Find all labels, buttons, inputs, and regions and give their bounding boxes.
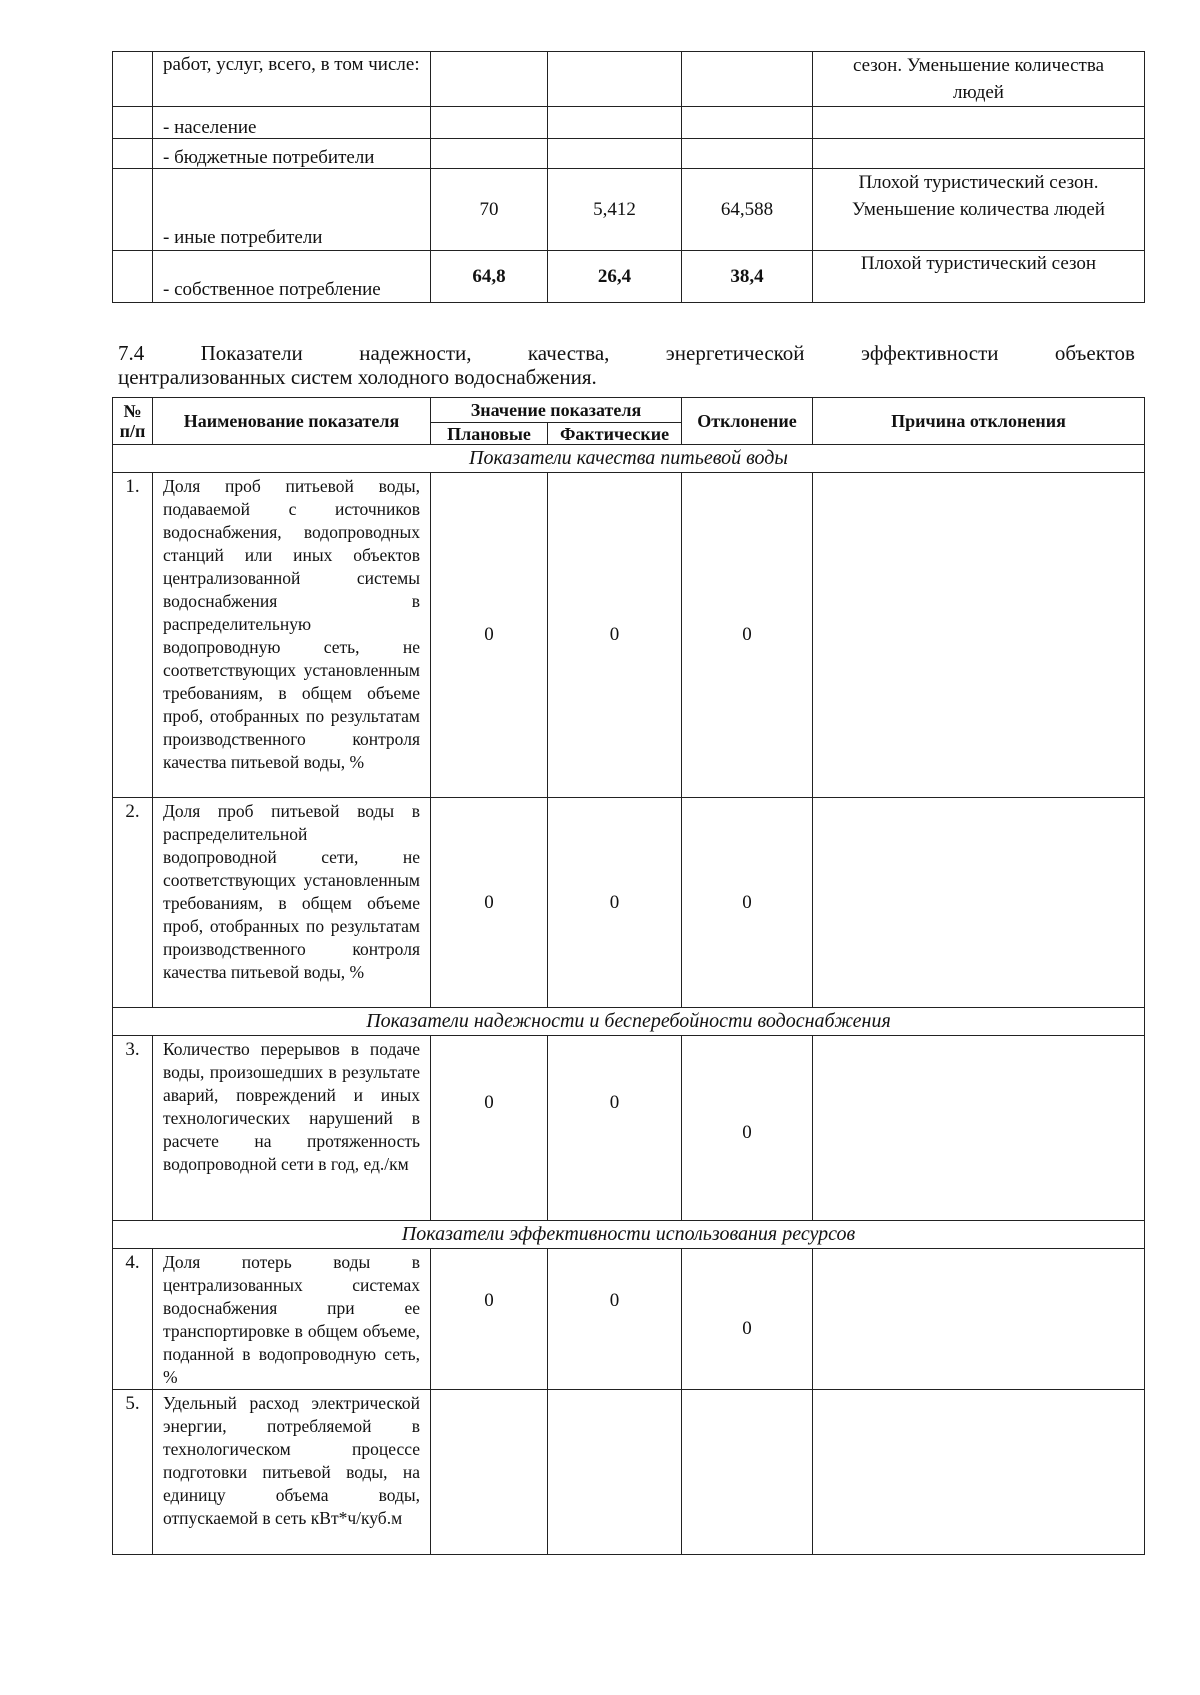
fact-value: 5,412 <box>548 169 682 251</box>
header-row <box>113 398 1145 423</box>
row-number: 1. <box>113 473 153 798</box>
group-title: Показатели эффективности использования ресурсов <box>113 1221 1145 1249</box>
plan-value <box>431 52 548 107</box>
deviation-value <box>682 52 813 107</box>
plan-value <box>431 139 548 169</box>
row-number: 3. <box>113 1036 153 1221</box>
col-header-name: Наименование показателя <box>153 398 431 445</box>
plan-value: 0 <box>431 1036 548 1221</box>
deviation-value <box>682 107 813 139</box>
deviation-reason: Плохой туристический сезон <box>813 251 1145 303</box>
deviation-value: 38,4 <box>682 251 813 303</box>
deviation-value <box>682 139 813 169</box>
plan-value: 0 <box>431 798 548 1008</box>
indicator-name: Доля потерь воды в централизованных системах водоснабжения при ее транспортировке в общем объеме, поданной в водопроводную сеть, % <box>153 1249 431 1390</box>
fact-value: 0 <box>548 473 682 798</box>
table-row <box>113 107 1145 139</box>
deviation-reason <box>813 107 1145 139</box>
plan-value: 70 <box>431 169 548 251</box>
table-row <box>113 251 1145 303</box>
group-title: Показатели качества питьевой воды <box>113 445 1145 473</box>
row-name: - иные потребители <box>153 169 431 251</box>
row-number: 5. <box>113 1390 153 1555</box>
deviation-value: 0 <box>682 798 813 1008</box>
fact-value <box>548 107 682 139</box>
table-row <box>113 473 1145 798</box>
table-row <box>113 169 1145 251</box>
plan-value: 0 <box>431 473 548 798</box>
col-header-num: № п/п <box>113 398 153 445</box>
table-row <box>113 139 1145 169</box>
group-title: Показатели надежности и бесперебойности водоснабжения <box>113 1008 1145 1036</box>
deviation-value: 0 <box>682 1249 813 1390</box>
deviation-reason <box>813 139 1145 169</box>
group-header <box>113 445 1145 473</box>
plan-value <box>431 1390 548 1555</box>
consumption-table <box>112 51 1145 303</box>
deviation-reason <box>813 473 1145 798</box>
fact-value <box>548 139 682 169</box>
col-header-reason: Причина отклонения <box>813 398 1145 445</box>
row-name: - население <box>153 107 431 139</box>
fact-value <box>548 52 682 107</box>
deviation-reason <box>813 1249 1145 1390</box>
table-row <box>113 798 1145 1008</box>
deviation-reason: Плохой туристический сезон. Уменьшение количества людей <box>813 169 1145 251</box>
plan-value: 64,8 <box>431 251 548 303</box>
plan-value: 0 <box>431 1249 548 1390</box>
row-number: 2. <box>113 798 153 1008</box>
fact-value: 0 <box>548 1249 682 1390</box>
row-name: работ, услуг, всего, в том числе: <box>153 52 431 107</box>
indicator-name: Доля проб питьевой воды, подаваемой с источников водоснабжения, водопроводных станций или иных объектов централизованной системы водоснабжения в распределительную водопроводную сеть, не соответствующих установленным требованиям, в общем объеме проб, отобранных по результатам производственного контроля качества питьевой воды, % <box>153 473 431 798</box>
row-name: - бюджетные потребители <box>153 139 431 169</box>
fact-value: 0 <box>548 798 682 1008</box>
group-header <box>113 1008 1145 1036</box>
group-header <box>113 1221 1145 1249</box>
row-number: 4. <box>113 1249 153 1390</box>
deviation-reason <box>813 1390 1145 1555</box>
col-header-deviation: Отклонение <box>682 398 813 445</box>
section-heading <box>118 341 1135 389</box>
row-name: - собственное потребление <box>153 251 431 303</box>
indicator-name: Доля проб питьевой воды в распределительной водопроводной сети, не соответствующих установленным требованиям, в общем объеме проб, отобранных по результатам производственного контроля качества питьевой воды, % <box>153 798 431 1008</box>
table-row <box>113 1249 1145 1390</box>
col-header-fact: Фактические <box>548 423 682 445</box>
deviation-reason <box>813 1036 1145 1221</box>
fact-value: 0 <box>548 1036 682 1221</box>
table-row <box>113 1390 1145 1555</box>
plan-value <box>431 107 548 139</box>
deviation-value <box>682 1390 813 1555</box>
indicators-table <box>112 397 1145 1555</box>
table-row <box>113 1036 1145 1221</box>
fact-value: 26,4 <box>548 251 682 303</box>
col-header-plan: Плановые <box>431 423 548 445</box>
deviation-value: 0 <box>682 473 813 798</box>
deviation-reason: сезон. Уменьшение количества людей <box>813 52 1145 107</box>
deviation-value: 64,588 <box>682 169 813 251</box>
indicator-name: Количество перерывов в подаче воды, произошедших в результате аварий, повреждений и иных технологических нарушений в расчете на протяженность водопроводной сети в год, ед./км <box>153 1036 431 1221</box>
section-heading-line-1: 7.4 Показатели надежности, качества, энергетической эффективности объектов <box>118 341 1135 365</box>
table-row <box>113 52 1145 107</box>
fact-value <box>548 1390 682 1555</box>
col-header-value: Значение показателя <box>431 398 682 423</box>
indicator-name: Удельный расход электрической энергии, потребляемой в технологическом процессе подготовки питьевой воды, на единицу объема воды, отпускаемой в сеть кВт*ч/куб.м <box>153 1390 431 1555</box>
section-heading-line-2: централизованных систем холодного водоснабжения. <box>118 365 597 389</box>
section-number: 7.4 <box>118 341 145 365</box>
deviation-value: 0 <box>682 1036 813 1221</box>
deviation-reason <box>813 798 1145 1008</box>
